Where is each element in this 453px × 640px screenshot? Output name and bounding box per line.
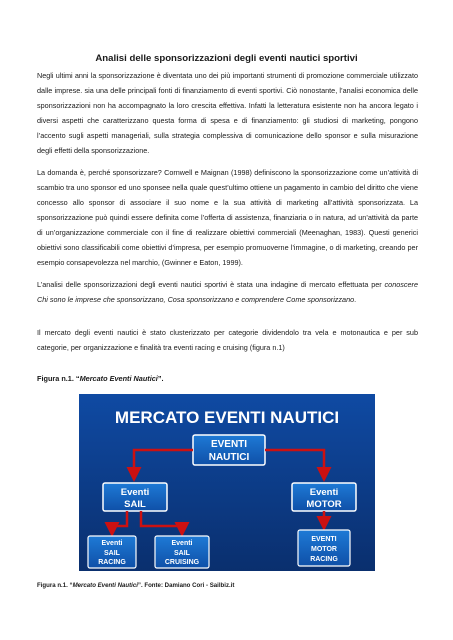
figure-caption-title: Mercato Eventi Nautici (79, 374, 158, 383)
node-sail-cruising-line1: Eventi (171, 540, 193, 547)
node-sail-cruising-line2: SAIL (174, 550, 190, 557)
node-motor-racing-line1: EVENTI (311, 536, 337, 543)
figure-source-suffix: ”. Fonte: Damiano Cori - Sailbiz.it (137, 582, 235, 589)
paragraph-intro: Negli ultimi anni la sponsorizzazione è diventata uno dei più importanti strumenti di promozione commerciale utilizzato dalle imprese. sia una delle principali fonti di finanziamento di eventi sportivi. Ciò nonostante, l’analisi economica delle sponsorizzazioni non ha accompagnato la loro crescita effettiva. Infatti la letteratura esistente non ha ancora legato i diversi aspetti che caratterizzano questa forma di spesa e di finanziamento: gli studiosi di marketing, pongono l’accento sugli aspetti manageriali, sulla strategia complessiva di comunicazione dello sponsor e sulla misurazione degli effetti della sponsorizzazione. (37, 71, 418, 155)
document-title: Analisi delle sponsorizzazioni degli eventi nautici sportivi (95, 53, 358, 64)
node-eventi-motor-line2: MOTOR (306, 499, 342, 510)
node-eventi-sail-line1: Eventi (120, 487, 150, 498)
node-eventi-nautici-line1: EVENTI (210, 439, 248, 450)
node-eventi-motor-line1: Eventi (309, 487, 339, 498)
paragraph-analysis-italic: conoscere Chi sono le imprese che sponsorizzano, Cosa sponsorizzano e comprendere Come sponsorizzano (37, 280, 418, 304)
paragraph-market: Il mercato degli eventi nautici è stato clusterizzato per categorie dividendolo tra vela e motonautica e per sub categorie, per organizzazione e finalità tra eventi racing e cruising (figura n.1) (37, 328, 418, 352)
figure-source-title: Mercato Eventi Nautici (72, 582, 138, 589)
node-motor-racing-line3: RACING (310, 556, 338, 563)
node-eventi-sail-line2: SAIL (124, 499, 146, 510)
figure-source-prefix: Figura n.1. “ (37, 582, 73, 589)
node-sail-racing-line1: Eventi (101, 540, 123, 547)
node-sail-cruising-line3: CRUISING (164, 559, 200, 566)
market-diagram (79, 394, 375, 571)
node-eventi-nautici-line2: NAUTICI (208, 452, 250, 463)
paragraph-analysis-tail: . (354, 295, 357, 304)
paragraph-analysis (37, 277, 418, 307)
figure-caption-prefix: Figura n.1. “ (37, 374, 80, 383)
paragraph-definition: La domanda è, perché sponsorizzare? Cornwell e Maignan (1998) definiscono la sponsorizzazione come un’attività di scambio tra uno sponsor ed uno sponsee nella quale quest’ultimo ottiene un pagamento in cambio del diritto che viene concesso allo sponsor di associare il suo nome e la sua attività di marketing all’attività sponsorizzata. La sponsorizzazione può quindi essere definita come l’offerta di assistenza, finanziaria o in natura, ad un’attività da parte di un’organizzazione commerciale con il fine di realizzare obiettivi commerciali (Meenaghan, 1983). Questi generici obiettivi sono classificabili come obiettivi d’impresa, per esempio promuoverne l’immagine, o di marketing, creando per esempio consapevolezza nel marchio, (Gwinner e Eaton, 1999). (37, 168, 418, 267)
paragraph-analysis-lead: L’analisi delle sponsorizzazioni degli eventi nautici sportivi è stata una indagine di mercato effettuata per (37, 280, 385, 289)
diagram-banner: MERCATO EVENTI NAUTICI (114, 408, 340, 427)
figure-caption-suffix: ”. (157, 374, 164, 383)
figure-source (37, 582, 234, 589)
figure-caption (37, 374, 164, 383)
node-sail-racing-line2: SAIL (104, 550, 120, 557)
node-sail-racing-line3: RACING (98, 559, 126, 566)
node-motor-racing-line2: MOTOR (311, 546, 337, 553)
